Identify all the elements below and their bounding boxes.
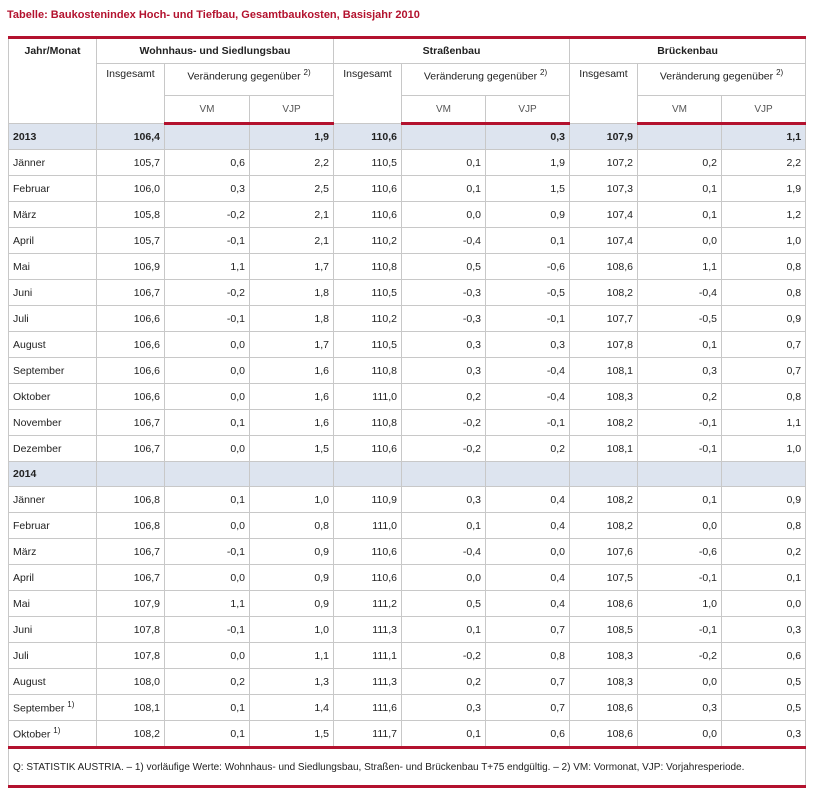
value-cell: 110,5: [334, 280, 402, 306]
value-cell: -0,1: [638, 565, 722, 591]
value-cell: 108,2: [570, 487, 638, 513]
month-label: April: [9, 565, 97, 591]
value-cell: 106,4: [97, 124, 165, 150]
value-cell: 110,9: [334, 487, 402, 513]
month-label: Juli: [9, 643, 97, 669]
value-cell: [402, 124, 486, 150]
value-cell: 106,6: [97, 358, 165, 384]
table-row: [9, 410, 806, 436]
value-cell: 0,1: [638, 176, 722, 202]
value-cell: 1,7: [250, 254, 334, 280]
value-cell: 108,6: [570, 695, 638, 721]
value-cell: 0,1: [638, 487, 722, 513]
table-title: Tabelle: Baukostenindex Hoch- und Tiefbau, Gesamtbaukosten, Basisjahr 2010: [7, 9, 420, 21]
value-cell: 106,6: [97, 384, 165, 410]
value-cell: 108,2: [97, 721, 165, 748]
month-label: März: [9, 539, 97, 565]
value-cell: 110,2: [334, 228, 402, 254]
month-label: Februar: [9, 176, 97, 202]
value-cell: 2,5: [250, 176, 334, 202]
vm-header: VM: [402, 96, 486, 124]
value-cell: 1,9: [250, 124, 334, 150]
baukostenindex-table: [8, 36, 806, 788]
value-cell: 110,8: [334, 254, 402, 280]
value-cell: 107,4: [570, 228, 638, 254]
value-cell: 1,0: [722, 228, 806, 254]
value-cell: -0,5: [638, 306, 722, 332]
value-cell: 0,3: [638, 695, 722, 721]
value-cell: -0,1: [165, 228, 250, 254]
value-cell: 0,4: [486, 513, 570, 539]
value-cell: 105,7: [97, 150, 165, 176]
month-label: Mai: [9, 254, 97, 280]
value-cell: -0,4: [638, 280, 722, 306]
table-row: [9, 565, 806, 591]
insgesamt-header: Insgesamt: [570, 64, 638, 124]
value-cell: 0,0: [165, 384, 250, 410]
value-cell: [402, 462, 486, 487]
month-label: Mai: [9, 591, 97, 617]
value-cell: [334, 462, 402, 487]
value-cell: 107,6: [570, 539, 638, 565]
value-cell: 0,8: [722, 513, 806, 539]
value-cell: 0,8: [250, 513, 334, 539]
footnote-marker: 1): [67, 700, 75, 710]
value-cell: 0,3: [165, 176, 250, 202]
value-cell: -0,1: [165, 617, 250, 643]
value-cell: 111,3: [334, 669, 402, 695]
value-cell: 0,3: [722, 617, 806, 643]
year-label: 2014: [9, 462, 97, 487]
value-cell: -0,2: [165, 280, 250, 306]
veraenderung-header: Veränderung gegenüber $^{2)}$: [638, 64, 806, 96]
month-label: September: [9, 358, 97, 384]
value-cell: 0,2: [165, 669, 250, 695]
value-cell: -0,5: [486, 280, 570, 306]
value-cell: 0,0: [165, 565, 250, 591]
value-cell: 110,8: [334, 410, 402, 436]
value-cell: 1,5: [250, 436, 334, 462]
value-cell: 108,3: [570, 669, 638, 695]
table-row: [9, 539, 806, 565]
table-row: [9, 358, 806, 384]
value-cell: 0,1: [486, 228, 570, 254]
value-cell: 108,6: [570, 721, 638, 748]
value-cell: 106,7: [97, 280, 165, 306]
value-cell: 111,2: [334, 591, 402, 617]
value-cell: 1,6: [250, 410, 334, 436]
value-cell: -0,3: [402, 280, 486, 306]
value-cell: 1,9: [486, 150, 570, 176]
value-cell: 1,8: [250, 280, 334, 306]
value-cell: -0,2: [165, 202, 250, 228]
value-cell: 108,2: [570, 280, 638, 306]
month-label: Dezember: [9, 436, 97, 462]
month-column-header: Jahr/Monat: [9, 38, 97, 124]
value-cell: 1,1: [722, 410, 806, 436]
value-cell: 0,9: [250, 565, 334, 591]
value-cell: 1,9: [722, 176, 806, 202]
value-cell: -0,1: [165, 306, 250, 332]
value-cell: -0,3: [402, 306, 486, 332]
table-row: [9, 436, 806, 462]
veraenderung-header: Veränderung gegenüber $^{2)}$: [402, 64, 570, 96]
value-cell: -0,1: [165, 539, 250, 565]
value-cell: 0,9: [722, 306, 806, 332]
table-row: [9, 228, 806, 254]
value-cell: 111,1: [334, 643, 402, 669]
value-cell: 108,6: [570, 254, 638, 280]
value-cell: 1,8: [250, 306, 334, 332]
value-cell: 108,1: [97, 695, 165, 721]
value-cell: [250, 462, 334, 487]
value-cell: 0,8: [722, 254, 806, 280]
value-cell: 1,1: [722, 124, 806, 150]
table-row: [9, 513, 806, 539]
value-cell: 1,0: [250, 487, 334, 513]
value-cell: [722, 462, 806, 487]
value-cell: 0,0: [165, 436, 250, 462]
table-row: [9, 150, 806, 176]
value-cell: 108,2: [570, 513, 638, 539]
value-cell: 0,8: [486, 643, 570, 669]
value-cell: 0,2: [638, 150, 722, 176]
value-cell: 0,0: [722, 591, 806, 617]
value-cell: -0,1: [486, 306, 570, 332]
value-cell: 108,5: [570, 617, 638, 643]
value-cell: 0,8: [722, 280, 806, 306]
value-cell: [165, 124, 250, 150]
value-cell: 0,5: [722, 695, 806, 721]
value-cell: 107,9: [570, 124, 638, 150]
value-cell: 0,2: [402, 669, 486, 695]
value-cell: 1,0: [638, 591, 722, 617]
value-cell: -0,2: [638, 643, 722, 669]
value-cell: 107,8: [570, 332, 638, 358]
table-row: [9, 617, 806, 643]
value-cell: 0,9: [250, 539, 334, 565]
value-cell: 0,4: [486, 565, 570, 591]
value-cell: 2,1: [250, 202, 334, 228]
value-cell: 2,2: [722, 150, 806, 176]
value-cell: 0,1: [402, 721, 486, 748]
value-cell: 0,3: [402, 358, 486, 384]
value-cell: 108,0: [97, 669, 165, 695]
value-cell: 105,8: [97, 202, 165, 228]
month-label: Jänner: [9, 150, 97, 176]
value-cell: 0,0: [165, 332, 250, 358]
value-cell: 0,3: [722, 721, 806, 748]
value-cell: 0,1: [402, 617, 486, 643]
table-row: [9, 643, 806, 669]
value-cell: 2,2: [250, 150, 334, 176]
table-row: [9, 721, 806, 748]
vm-header: VM: [638, 96, 722, 124]
value-cell: 1,6: [250, 358, 334, 384]
table-row: [9, 591, 806, 617]
group-header-wohnhaus: Wohnhaus- und Siedlungsbau: [97, 38, 334, 64]
value-cell: [97, 462, 165, 487]
month-label: Juli: [9, 306, 97, 332]
value-cell: 1,1: [165, 254, 250, 280]
value-cell: [165, 462, 250, 487]
value-cell: 111,7: [334, 721, 402, 748]
value-cell: 0,0: [165, 358, 250, 384]
value-cell: 111,3: [334, 617, 402, 643]
value-cell: 107,9: [97, 591, 165, 617]
value-cell: 0,8: [722, 384, 806, 410]
value-cell: 111,0: [334, 384, 402, 410]
value-cell: -0,4: [402, 539, 486, 565]
value-cell: 108,3: [570, 643, 638, 669]
value-cell: 0,7: [486, 617, 570, 643]
table-row: [9, 280, 806, 306]
value-cell: 0,0: [402, 202, 486, 228]
value-cell: -0,6: [486, 254, 570, 280]
vjp-header: VJP: [722, 96, 806, 124]
value-cell: 108,3: [570, 384, 638, 410]
value-cell: 0,4: [486, 591, 570, 617]
value-cell: 106,7: [97, 565, 165, 591]
value-cell: 106,6: [97, 332, 165, 358]
value-cell: 0,5: [722, 669, 806, 695]
value-cell: 110,6: [334, 539, 402, 565]
value-cell: 0,6: [165, 150, 250, 176]
value-cell: 110,6: [334, 565, 402, 591]
value-cell: 106,9: [97, 254, 165, 280]
value-cell: 0,1: [165, 410, 250, 436]
value-cell: 110,6: [334, 202, 402, 228]
value-cell: 0,3: [402, 695, 486, 721]
value-cell: 110,8: [334, 358, 402, 384]
value-cell: 0,0: [486, 539, 570, 565]
value-cell: 106,8: [97, 487, 165, 513]
value-cell: 110,6: [334, 176, 402, 202]
year-row: [9, 124, 806, 150]
value-cell: 0,1: [402, 513, 486, 539]
value-cell: 0,3: [638, 358, 722, 384]
value-cell: 1,1: [165, 591, 250, 617]
value-cell: 1,3: [250, 669, 334, 695]
value-cell: -0,4: [402, 228, 486, 254]
value-cell: 1,5: [486, 176, 570, 202]
value-cell: -0,6: [638, 539, 722, 565]
value-cell: 108,1: [570, 436, 638, 462]
month-label: September $^{1)}$: [9, 695, 97, 721]
value-cell: 0,7: [722, 358, 806, 384]
month-label: Juni: [9, 280, 97, 306]
value-cell: 111,6: [334, 695, 402, 721]
value-cell: 0,0: [402, 565, 486, 591]
insgesamt-header: Insgesamt: [334, 64, 402, 124]
value-cell: 1,1: [250, 643, 334, 669]
value-cell: -0,1: [486, 410, 570, 436]
value-cell: 0,3: [402, 487, 486, 513]
value-cell: -0,2: [402, 436, 486, 462]
value-cell: 107,8: [97, 617, 165, 643]
month-label: Oktober $^{1)}$: [9, 721, 97, 748]
table-row: [9, 384, 806, 410]
year-row: [9, 462, 806, 487]
value-cell: 108,1: [570, 358, 638, 384]
value-cell: 107,2: [570, 150, 638, 176]
value-cell: -0,4: [486, 384, 570, 410]
group-header-strassenbau: Straßenbau: [334, 38, 570, 64]
value-cell: 0,2: [486, 436, 570, 462]
value-cell: 0,0: [165, 513, 250, 539]
value-cell: 0,0: [638, 721, 722, 748]
value-cell: 1,2: [722, 202, 806, 228]
value-cell: -0,4: [486, 358, 570, 384]
table-body: [9, 124, 806, 748]
value-cell: -0,2: [402, 410, 486, 436]
value-cell: 110,2: [334, 306, 402, 332]
value-cell: 0,6: [722, 643, 806, 669]
value-cell: 0,0: [638, 669, 722, 695]
vjp-header: VJP: [250, 96, 334, 124]
month-label: Oktober: [9, 384, 97, 410]
value-cell: 0,6: [486, 721, 570, 748]
value-cell: 110,6: [334, 436, 402, 462]
month-label: Februar: [9, 513, 97, 539]
value-cell: 107,8: [97, 643, 165, 669]
value-cell: 1,5: [250, 721, 334, 748]
value-cell: 106,8: [97, 513, 165, 539]
value-cell: 0,1: [402, 150, 486, 176]
value-cell: 106,7: [97, 436, 165, 462]
value-cell: 0,2: [638, 384, 722, 410]
value-cell: 106,0: [97, 176, 165, 202]
value-cell: 105,7: [97, 228, 165, 254]
value-cell: [570, 462, 638, 487]
value-cell: 106,6: [97, 306, 165, 332]
insgesamt-header: Insgesamt: [97, 64, 165, 124]
value-cell: 0,5: [402, 591, 486, 617]
value-cell: 0,0: [165, 643, 250, 669]
value-cell: -0,1: [638, 436, 722, 462]
veraenderung-header: Veränderung gegenüber $^{2)}$: [165, 64, 334, 96]
table-row: [9, 669, 806, 695]
value-cell: 108,6: [570, 591, 638, 617]
value-cell: 111,0: [334, 513, 402, 539]
value-cell: 0,9: [250, 591, 334, 617]
value-cell: 0,0: [638, 228, 722, 254]
table-row: [9, 332, 806, 358]
value-cell: 1,4: [250, 695, 334, 721]
month-label: August: [9, 332, 97, 358]
value-cell: 0,1: [165, 721, 250, 748]
value-cell: 0,7: [486, 695, 570, 721]
table-row: [9, 306, 806, 332]
value-cell: 110,6: [334, 124, 402, 150]
value-cell: 1,0: [722, 436, 806, 462]
value-cell: 107,3: [570, 176, 638, 202]
value-cell: 106,7: [97, 539, 165, 565]
value-cell: 0,0: [638, 513, 722, 539]
value-cell: 2,1: [250, 228, 334, 254]
value-cell: -0,1: [638, 617, 722, 643]
value-cell: -0,1: [638, 410, 722, 436]
footnote-marker: 1): [53, 726, 61, 736]
value-cell: 0,1: [638, 202, 722, 228]
vm-header: VM: [165, 96, 250, 124]
value-cell: -0,2: [402, 643, 486, 669]
value-cell: 1,7: [250, 332, 334, 358]
value-cell: 0,7: [722, 332, 806, 358]
value-cell: 1,6: [250, 384, 334, 410]
month-label: Juni: [9, 617, 97, 643]
month-label: Jänner: [9, 487, 97, 513]
value-cell: 0,1: [638, 332, 722, 358]
value-cell: 0,3: [486, 124, 570, 150]
value-cell: 110,5: [334, 150, 402, 176]
table-row: [9, 487, 806, 513]
value-cell: [638, 124, 722, 150]
value-cell: 0,3: [402, 332, 486, 358]
value-cell: 107,7: [570, 306, 638, 332]
year-label: 2013: [9, 124, 97, 150]
value-cell: 108,2: [570, 410, 638, 436]
table-row: [9, 254, 806, 280]
value-cell: [638, 462, 722, 487]
table-row: [9, 176, 806, 202]
month-label: August: [9, 669, 97, 695]
value-cell: 0,7: [486, 669, 570, 695]
value-cell: 110,5: [334, 332, 402, 358]
month-label: April: [9, 228, 97, 254]
table-row: [9, 202, 806, 228]
vjp-header: VJP: [486, 96, 570, 124]
value-cell: 0,1: [165, 487, 250, 513]
value-cell: 1,1: [638, 254, 722, 280]
value-cell: 0,9: [486, 202, 570, 228]
value-cell: 106,7: [97, 410, 165, 436]
value-cell: 107,5: [570, 565, 638, 591]
value-cell: 107,4: [570, 202, 638, 228]
value-cell: 0,1: [165, 695, 250, 721]
value-cell: 0,5: [402, 254, 486, 280]
table-row: [9, 695, 806, 721]
month-label: November: [9, 410, 97, 436]
value-cell: 0,1: [722, 565, 806, 591]
group-header-brueckenbau: Brückenbau: [570, 38, 806, 64]
value-cell: 0,2: [722, 539, 806, 565]
footnote: Q: STATISTIK AUSTRIA. – 1) vorläufige Werte: Wohnhaus- und Siedlungsbau, Straßen- und Brückenbau T+75 endgültig. – 2) VM: Vormonat, VJP: Vorjahresperiode.: [9, 748, 806, 787]
value-cell: 0,4: [486, 487, 570, 513]
value-cell: 0,1: [402, 176, 486, 202]
value-cell: [486, 462, 570, 487]
month-label: März: [9, 202, 97, 228]
value-cell: 0,9: [722, 487, 806, 513]
value-cell: 0,2: [402, 384, 486, 410]
value-cell: 1,0: [250, 617, 334, 643]
value-cell: 0,3: [486, 332, 570, 358]
